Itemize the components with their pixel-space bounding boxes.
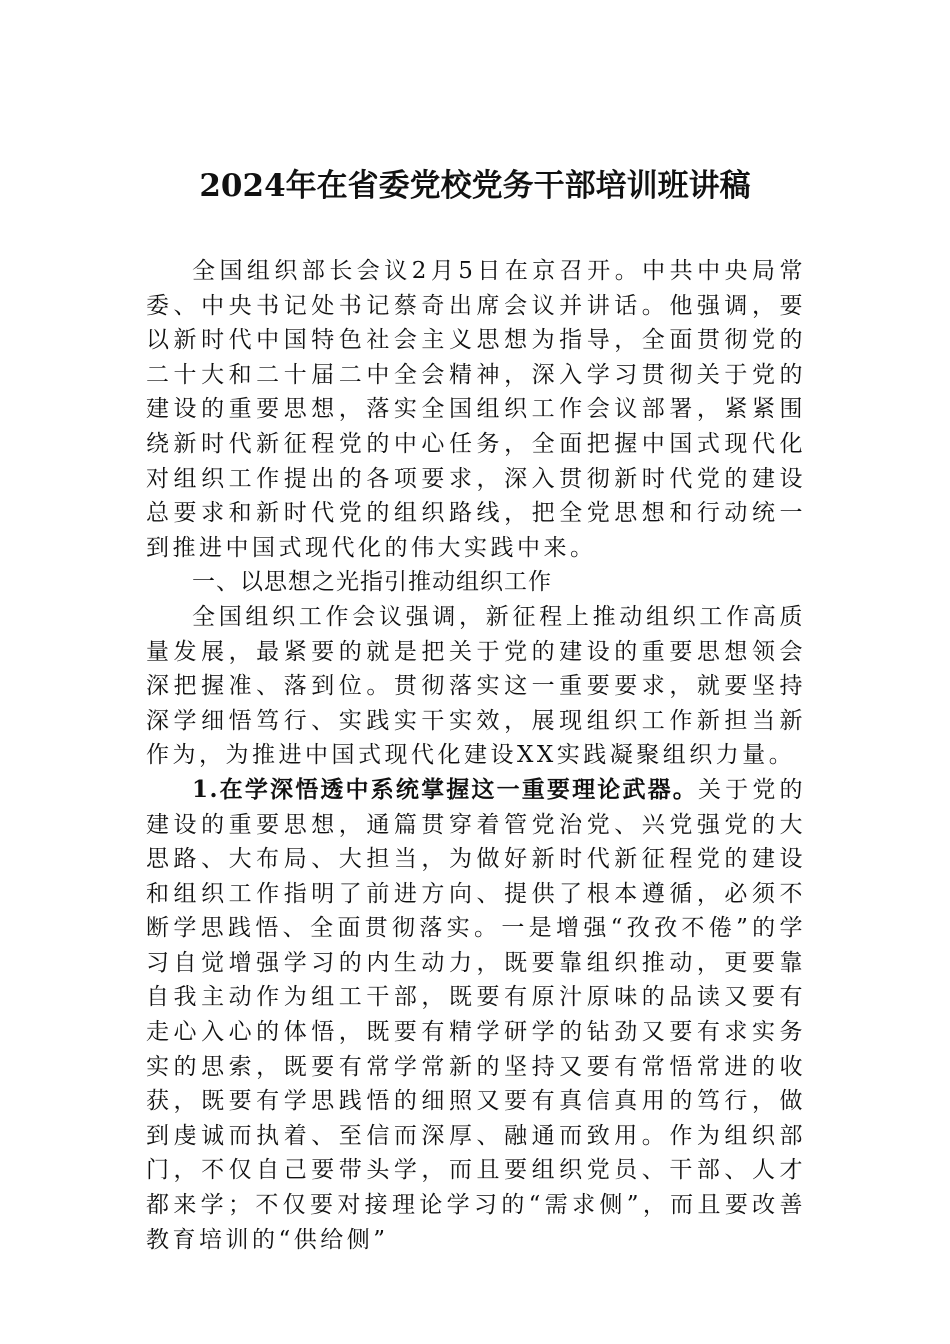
document-body: [146, 254, 806, 1257]
point-1-lead: 1.在学深悟透中系统掌握这一重要理论武器。: [192, 775, 698, 803]
intro-paragraph: 全国组织部长会议2月5日在京召开。中共中央局常委、中央书记处书记蔡奇出席会议并讲话。他强调，要以新时代中国特色社会主义思想为指导，全面贯彻党的二十大和二十届二中全会精神，深入学习贯彻关于党的建设的重要思想，落实全国组织工作会议部署，紧紧围绕新时代新征程党的中心任务，全面把握中国式现代化对组织工作提出的各项要求，深入贯彻新时代党的建设总要求和新时代党的组织路线，把全党思想和行动统一到推进中国式现代化的伟大实践中来。: [146, 258, 806, 561]
section-1-paragraph: 全国组织工作会议强调，新征程上推动组织工作高质量发展，最紧要的就是把关于党的建设的重要思想领会深把握准、落到位。贯彻落实这一重要要求，就要坚持深学细悟笃行、实践实干实效，展现组织工作新担当新作为，为推进中国式现代化建设XX实践凝聚组织力量。: [146, 603, 806, 769]
point-1-paragraph: [146, 773, 806, 1257]
document-title: 2024年在省委党校党务干部培训班讲稿: [199, 168, 751, 204]
section-heading-1: 一、以思想之光指引推动组织工作: [192, 569, 552, 596]
point-1-body: 关于党的建设的重要思想，通篇贯穿着管党治党、兴党强党的大思路、大布局、大担当，为做好新时代新征程党的建设和组织工作指明了前进方向、提供了根本遵循，必须不断学思践悟、全面贯彻落实。一是增强“孜孜不倦”的学习自觉增强学习的内生动力，既要靠组织推动，更要靠自我主动作为组工干部，既要有原汁原味的品读又要有走心入心的体悟，既要有精学研学的钻劲又要有求实务实的思索，既要有常学常新的坚持又要有常悟常进的收获，既要有学思践悟的细照又要有真信真用的笃行，做到虔诚而执着、至信而深厚、融通而致用。作为组织部门，不仅自己要带头学，而且要组织党员、干部、人才都来学；不仅要对接理论学习的“需求侧”，而且要改善教育培训的“供给侧”: [146, 776, 807, 1253]
